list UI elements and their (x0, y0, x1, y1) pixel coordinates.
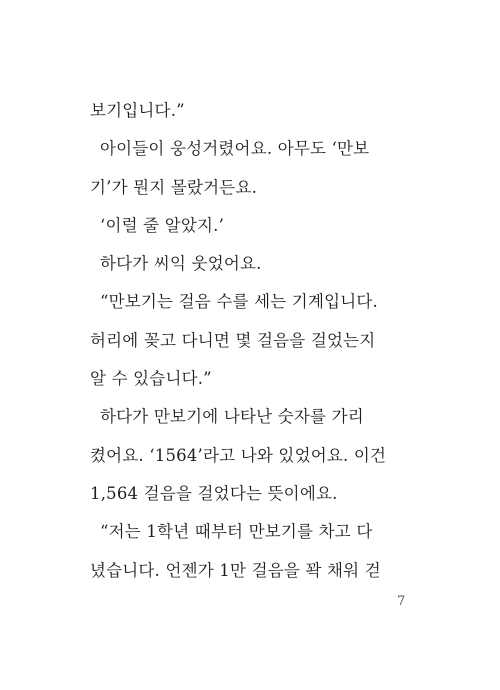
text-line: 하다가 씨익 웃었어요. (100, 254, 262, 274)
text-line: 하다가 만보기에 나타난 숫자를 가리 (100, 407, 364, 427)
text-line: “만보기는 걸음 수를 세는 기계입니다. (100, 292, 378, 312)
body-text (90, 92, 420, 590)
text-line: 1,564 걸음을 걸었다는 뜻이에요. (90, 483, 338, 503)
text-line: 아이들이 웅성거렸어요. 아무도 ‘만보 (100, 139, 370, 159)
text-line: 켰어요. ‘1564’라고 나와 있었어요. 이건 (90, 445, 387, 465)
text-line: 보기입니다.” (90, 101, 185, 120)
text-line: 녔습니다. 언젠가 1만 걸음을 꽉 채워 걷 (90, 560, 381, 580)
text-line: 알 수 있습니다.” (90, 369, 212, 389)
text-line: “저는 1학년 때부터 만보기를 차고 다 (100, 522, 373, 542)
text-line: ‘이럴 줄 알았지.’ (100, 215, 225, 235)
page-number: 7 (397, 594, 406, 609)
text-line: 기’가 뭔지 몰랐거든요. (90, 177, 258, 197)
text-line: 허리에 꽂고 다니면 몇 걸음을 걸었는지 (90, 330, 376, 350)
